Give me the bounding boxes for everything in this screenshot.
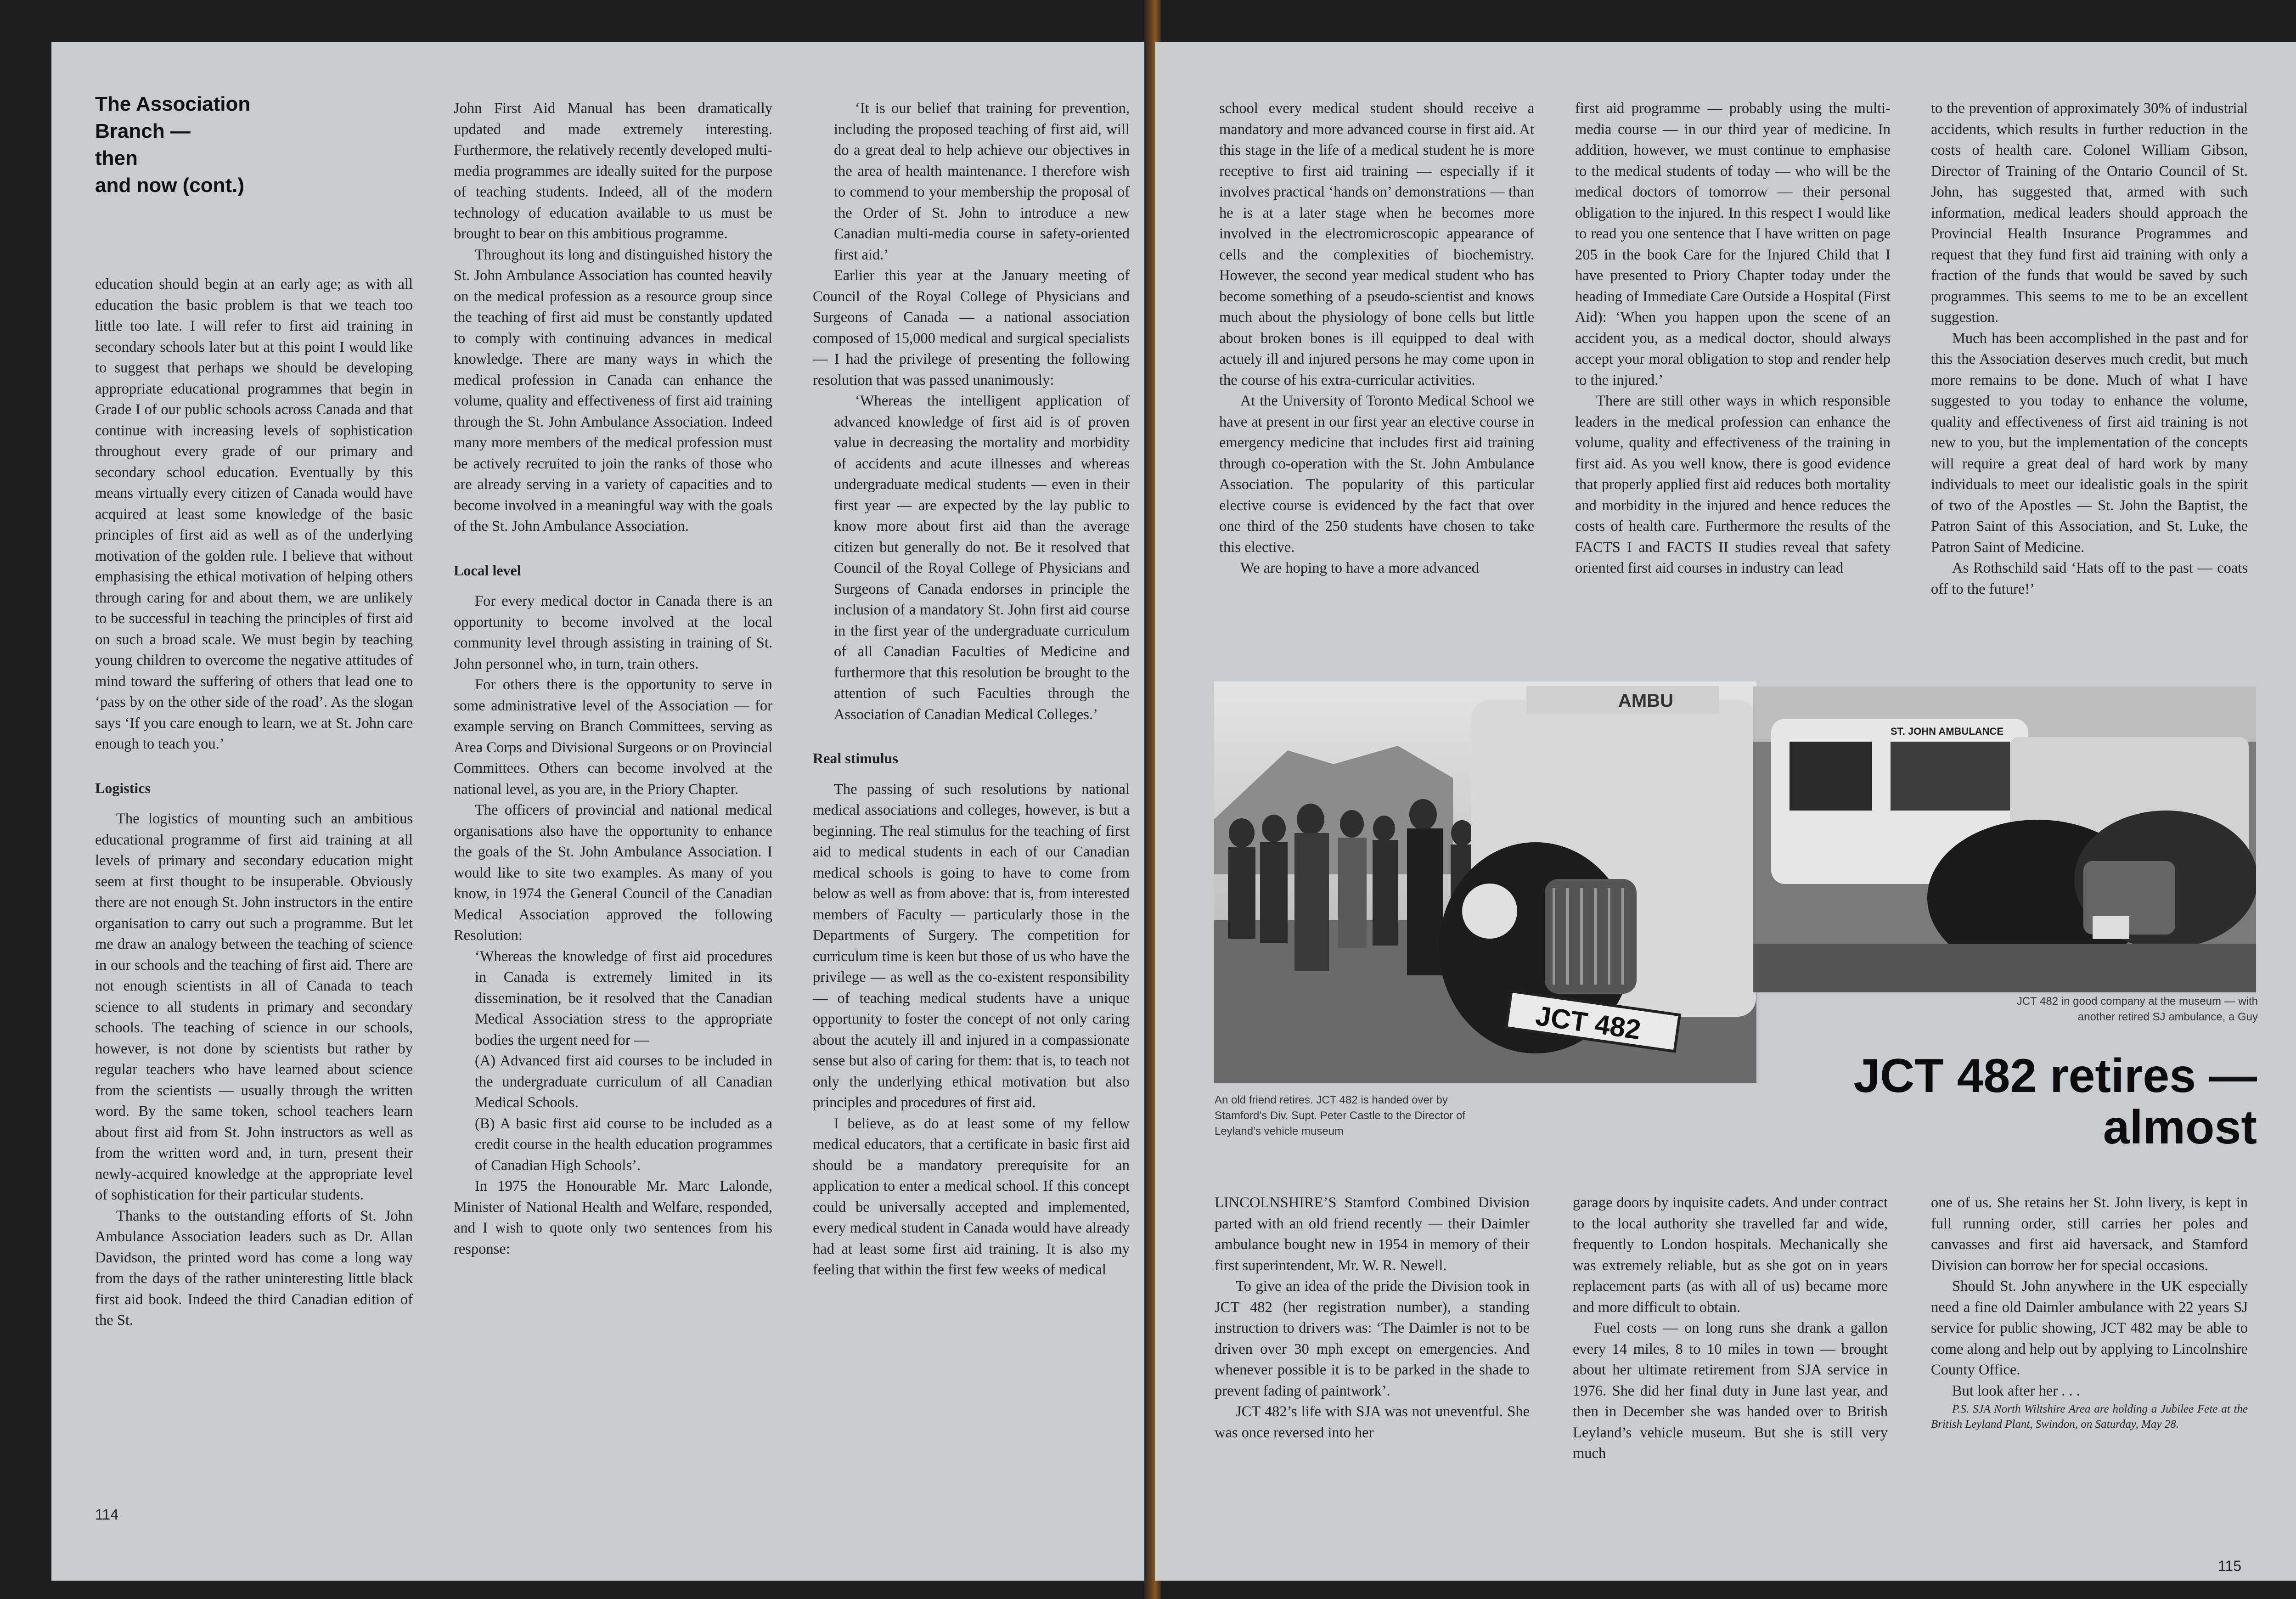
section-kicker (95, 90, 250, 199)
right-column-1 (1219, 98, 1534, 579)
paragraph: Fuel costs — on long runs she drank a gallon every 14 miles, 8 to 10 miles in town — brought about her ultimate retirement from SJA service in 1976. She did her final duty in June last year, and then in December she was handed over to British Leyland’s vehicle museum. But she is still very much (1573, 1320, 1888, 1462)
museum-ambulances-image (1753, 687, 2256, 992)
kicker-line: The Association (95, 93, 251, 115)
licence-plate-text: JCT 482 (1533, 1000, 1643, 1046)
subheading-logistics: Logistics (95, 779, 151, 796)
paragraph: For others there is the opportunity to serve in some administrative level of the Association — for example serving on Branch Committees, serving as Area Corps and Divisional Surgeons or on Provincial Committees. Others can become involved at the national level, as you are, in the Priory Chapter. (454, 676, 772, 798)
paragraph: The passing of such resolutions by national medical associations and colleges, however, is but a beginning. The real stimulus for the teaching of first aid to medical students in each of our Canadian medical schools is going to have to come from below as well as from above: that is, from interested members of Faculty — particularly those in the Departments of Surgery. The competition for curriculum time is keen but those of us who have the privilege — as well as the co-existent responsibility — of teaching medical students have a unique opportunity to foster the concept of not only caring about the acutely ill and injured in a compassionate sense but also of caring for them: that is, to teach not only the underlying ethical motivation but also principles and procedures of first aid. (813, 781, 1130, 1111)
quote-paragraph: ‘It is our belief that training for prevention, including the proposed teaching of first aid, will do a great deal to help achieve our objectives in the area of health maintenance. I therefore wish to commend to your membership the proposal of the Order of St. John to introduce a new Canadian multi-media course in safety-oriented first aid.’ (834, 100, 1130, 263)
paragraph: LINCOLNSHIRE’S Stamford Combined Division parted with an old friend recently — their Daimler ambulance bought new in 1954 in memory of their first superintendent, Mr. W. R. Newell. (1215, 1194, 1530, 1274)
postscript: P.S. SJA North Wiltshire Area are holding a Jubilee Fete at the British Leyland Plant, Swindon, on Saturday, May 28. (1931, 1403, 2248, 1430)
paragraph: At the University of Toronto Medical School we have at present in our first year an elective course in emergency medicine that includes first aid training through co-operation with the St. John Ambulance Association. The popularity of this particular elective course is evidenced by the fact that over one third of the 250 students have chosen to take this elective. (1219, 393, 1534, 556)
quote-paragraph: (A) Advanced first aid courses to be included in the undergraduate curriculum of all Canadian Medical Schools. (475, 1053, 772, 1111)
kicker-line: Branch — (95, 120, 191, 142)
headline-line: almost (2103, 1101, 2257, 1154)
paragraph: As Rothschild said ‘Hats off to the past — coats off to the future!’ (1931, 560, 2248, 597)
paragraph: The officers of provincial and national medical organisations also have the opportunity to enhance the goals of the St. John Ambulance Association. I would like to site two examples. As many of you know, in 1974 the General Council of the Canadian Medical Association approved the following Resolution: (454, 802, 772, 944)
quote-paragraph: ‘Whereas the intelligent application of advanced knowledge of first aid is of proven value in decreasing the mortality and morbidity of accidents and acute illnesses and whereas undergraduate medical students — even in their first year — are expected by the lay public to know more about first aid than the average citizen but generally do not. Be it resolved that Council of the Royal College of Physicians and Surgeons of Canada endorses in principle the inclusion of a mandatory St. John first aid course in the first year of the undergraduate curriculum of all Canadian Faculties of Medicine and furthermore that this resolution be brought to the attention of such Faculties through the Association of Canadian Medical Colleges.’ (834, 393, 1130, 723)
paragraph: Thanks to the outstanding efforts of St. John Ambulance Association leaders such as Dr. Allan Davidson, the printed word has come a long way from the days of the rather uninteresting little black first aid book. Indeed the third Canadian edition of the St. (95, 1207, 413, 1329)
kicker-line: and now (cont.) (95, 174, 245, 197)
paragraph: Much has been accomplished in the past and for this the Association deserves much credit, but much more remains to be done. Much of what I have suggested to you today to enhance the volume, quality and effectiveness of first aid training is not new to you, but the implementation of the concepts will require a great deal of hard work by many individuals to meet our idealistic goals in the spirit of two of the Apostles — St. John the Baptist, the Patron Saint of this Association, and St. Luke, the Patron Saint of Medicine. (1931, 330, 2248, 556)
left-column-3 (813, 98, 1130, 1281)
paragraph: In 1975 the Honourable Mr. Marc Lalonde, Minister of National Health and Welfare, responded, and I wish to quote only two sentences from his response: (454, 1178, 772, 1257)
headline-line: JCT 482 retires — (1853, 1049, 2257, 1103)
quote-paragraph: ‘Whereas the knowledge of first aid procedures in Canada is extremely limited in its dissemination, be it resolved that the Canadian Medical Association stress to the appropriate bodies the urgent need for — (475, 948, 772, 1048)
photo-ambulance-handover (1214, 681, 1756, 1083)
paragraph: JCT 482’s life with SJA was not uneventful. She was once reversed into her (1215, 1403, 1530, 1441)
paragraph: To give an idea of the pride the Division took in JCT 482 (her registration number), a standing instruction to drivers was: ‘The Daimler is not to be driven over 30 mph except on emergencies. And whenever possible it is to be parked in the shade to prevent fading of paintwork’. (1215, 1278, 1530, 1399)
ambulance-sign-text: AMBU (1618, 691, 1673, 711)
story-column-3 (1931, 1193, 2248, 1432)
right-column-3 (1931, 98, 2248, 600)
kicker-line: then (95, 147, 138, 169)
museum-ambulance-sign: ST. JOHN AMBULANCE (1891, 726, 2004, 737)
subheading-local-level: Local level (454, 562, 521, 579)
paragraph: There are still other ways in which responsible leaders in the medical profession can enhance the volume, quality and effectiveness of the training in first aid. As you well know, there is good evidence that properly applied first aid reduces both mortality and morbidity in the injured and hence reduces the costs of health care. Furthermore the results of the FACTS I and FACTS II studies reveal that safety oriented first aid courses in industry can lead (1575, 393, 1891, 576)
left-column-1 (95, 274, 413, 1331)
paragraph: We are hoping to have a more advanced (1240, 560, 1479, 576)
story-column-1 (1215, 1193, 1530, 1443)
paragraph: first aid programme — probably using the multi-media course — in our third year of medicine. In addition, however, we must continue to emphasise to the medical students of today — who will be the medical doctors of tomorrow — their personal obligation to the injured. In this respect I would like to read you one sentence that I have written on page 205 in the book Care for the Injured Child that I have presented to Priory Chapter today under the heading of Immediate Care Outside a Hospital (First Aid): ‘When you happen upon the scene of an accident you, as a medical doctor, should always accept your moral obligation to stop and render help to the injured.’ (1575, 100, 1891, 388)
right-column-2 (1575, 98, 1891, 579)
paragraph: But look after her . . . (1952, 1382, 2080, 1399)
page-number-right: 115 (2218, 1558, 2242, 1574)
paragraph: one of us. She retains her St. John livery, is kept in full running order, still carries her poles and canvasses and first aid haversack, and Stamford Division can borrow her for special occasions. (1931, 1194, 2248, 1274)
paragraph: The logistics of mounting such an ambitious educational programme of first aid training at all levels of primary and secondary education might seem at first thought to be insuperable. Obviously there are not enough St. John instructors in the entire organisation to carry out such a programme. But let me draw an analogy between the teaching of science in our schools and the teaching of first aid. There are not enough scientists in all of Canada to teach science to all students in primary and secondary schools. The teaching of science in our schools, however, is not done by scientists but rather by regular teachers who have learned about science from the scientists — usually through the written word. By the same token, school teachers learn about first aid from St. John instructors as well as from the written word and, in turn, present their newly-acquired knowledge at the appropriate level of sophistication for their particular students. (95, 811, 413, 1203)
paragraph: school every medical student should receive a mandatory and more advanced course in first aid. At this stage in the life of a medical student he is more receptive to first aid training — especially if it involves practical ‘hands on’ demonstrations — than he is at a later stage when he becomes more involved in the electromicroscopic appearance of cells and the complexities of biochemistry. However, the second year medical student who has become something of a pseudo-scientist and knows much about the physiology of bone cells but little about broken bones is ill equipped to deal with actuely ill and injured persons he may come upon in the course of his extra-curricular activities. (1219, 100, 1534, 388)
left-column-2 (454, 98, 772, 1260)
quote-paragraph: (B) A basic first aid course to be included as a credit course in the health education programmes of Canadian High Schools’. (475, 1115, 772, 1174)
paragraph: Throughout its long and distinguished history the St. John Ambulance Association has counted heavily on the medical profession as a resource group since the teaching of first aid must be constantly updated to comply with continuing advances in medical knowledge. There are many ways in which the medical profession in Canada can enhance the volume, quality and effectiveness of first aid training through the St. John Ambulance Association. Indeed many more members of the medical profession must be actively recruited to join the ranks of those who are already serving in a variety of capacities and to become involved in a meaningful way with the goals of the St. John Ambulance Association. (454, 246, 772, 535)
paragraph: garage doors by inquisite cadets. And under contract to the local authority she travelled far and wide, frequently to London hospitals. Mechanically she was extremely reliable, but as she got on in years replacement parts (as with all of us) became more and more difficult to obtain. (1573, 1194, 1888, 1316)
photo-caption-museum: JCT 482 in good company at the museum — with another retired SJ ambulance, a Guy (2016, 995, 2258, 1023)
paragraph: John First Aid Manual has been dramatically updated and made extremely interesting. Furthermore, the relatively recently developed multi-media programmes are ideally suited for the purpose of teaching students. Indeed, all of the modern technology of education available to us must be brought to bear on this ambitious programme. (454, 100, 772, 242)
story-column-2 (1573, 1193, 1888, 1464)
paragraph: education should begin at an early age; as with all education the basic problem is that we teach too little too late. I will refer to first aid training in secondary schools later but at this point I would like to suggest that perhaps we should be developing appropriate educational programmes that begin in Grade I of our public schools across Canada and that continue with increasing levels of sophistication throughout every grade of our primary and secondary school education. Eventually by this means virtually every citizen of Canada would have acquired at least some knowledge of the basic principles of first aid as well as of the underlying motivation of the golden rule. I believe that without emphasising the ethical motivation of helping others through caring for and about them, we are unlikely to be successful in teaching the principles of first aid on such a broad scale. We must begin by teaching young children to overcome the negative attitudes of mind toward the suffering of others that lead one to ‘pass by on the other side of the road’. As the slogan says ‘If you care enough to learn, we at St. John care enough to teach you.’ (95, 276, 413, 752)
paragraph: For every medical doctor in Canada there is an opportunity to become involved at the local community level through assisting in training of St. John personnel who, in turn, train others. (454, 593, 772, 672)
photo-museum-ambulances (1753, 687, 2256, 992)
article-headline (1706, 1050, 2257, 1153)
ambulance-handover-image (1214, 681, 1756, 1083)
paragraph: Should St. John anywhere in the UK especially need a fine old Daimler ambulance with 22 years SJ service for public showing, JCT 482 may be able to come along and help out by applying to Lincolnshire County Office. (1931, 1278, 2248, 1378)
right-page (1155, 42, 2296, 1581)
paragraph: Earlier this year at the January meeting of Council of the Royal College of Physicians and Surgeons of Canada — a national association composed of 15,000 medical and surgical specialists — I had the privilege of presenting the following resolution that was passed unanimously: (813, 267, 1130, 388)
paragraph: to the prevention of approximately 30% of industrial accidents, which results in further reduction in the costs of health care. Colonel William Gibson, Director of Training of the Ontario Council of St. John, has suggested that, armed with such information, medical leaders should approach the Provincial Health Insurance Programmes and request that they fund first aid training with only a fraction of the funds that would be saved by such programmes. This seems to me to be an excellent suggestion. (1931, 100, 2248, 326)
photo-caption-handover: An old friend retires. JCT 482 is handed over by Stamford’s Div. Supt. Peter Castle to the Director of Leyland’s vehicle museum (1215, 1094, 1465, 1137)
paragraph: I believe, as do at least some of my fellow medical educators, that a certificate in basic first aid should be a mandatory prerequisite for an application to enter a medical school. If this concept could be universally accepted and implemented, every medical student in Canada would have already had at least some first aid training. It is also my feeling that within the first few weeks of medical (813, 1115, 1130, 1278)
subheading-real-stimulus: Real stimulus (813, 750, 898, 766)
left-page (51, 42, 1151, 1581)
page-number-left: 114 (95, 1506, 119, 1523)
